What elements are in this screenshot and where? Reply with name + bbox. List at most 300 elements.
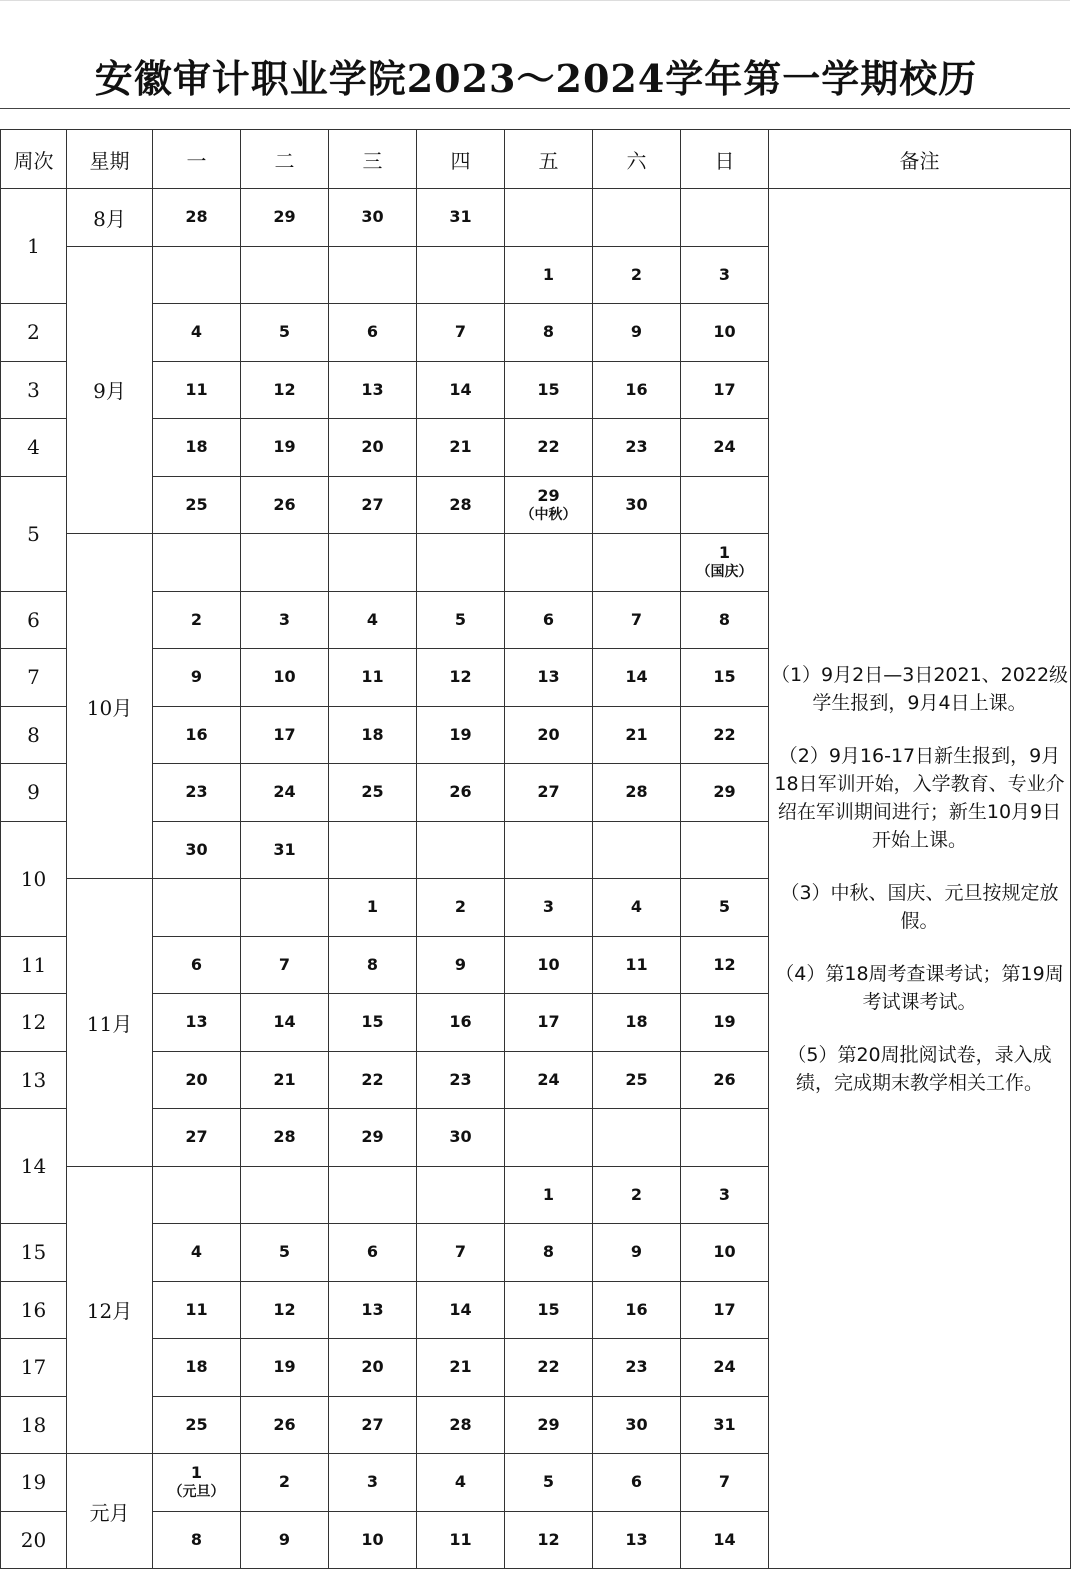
- day-number: 23: [625, 437, 648, 457]
- day-number: 23: [625, 1357, 648, 1377]
- day-number: 20: [361, 437, 384, 457]
- day-number: 20: [361, 1357, 384, 1377]
- day-cell-fri: [505, 419, 593, 477]
- notes-cell: [769, 189, 1071, 1569]
- day-number: 1: [542, 264, 555, 284]
- note-item: （5）第20周批阅试卷，录入成绩，完成期末教学相关工作。: [787, 1043, 1052, 1094]
- day-number: 10: [713, 322, 736, 342]
- day-number: 17: [713, 379, 736, 399]
- day-cell-sat: [593, 764, 681, 822]
- header-day-mon: 一: [153, 130, 241, 189]
- day-number: 19: [713, 1012, 736, 1032]
- day-number: 28: [273, 1127, 296, 1147]
- day-number: 27: [537, 782, 560, 802]
- day-number: 21: [449, 437, 472, 457]
- day-cell-wed: [329, 649, 417, 707]
- day-number: 7: [454, 1242, 467, 1262]
- day-cell-sun: [681, 1454, 769, 1512]
- day-number: 19: [273, 437, 296, 457]
- day-cell-tue: [241, 534, 329, 592]
- day-cell-mon: [153, 246, 241, 304]
- day-cell-mon: [153, 994, 241, 1052]
- day-number: 28: [185, 207, 208, 227]
- day-cell-tue: [241, 1339, 329, 1397]
- day-cell-mon: [153, 304, 241, 362]
- header-day-sat: 六: [593, 130, 681, 189]
- day-number: 15: [361, 1012, 384, 1032]
- day-cell-sat: [593, 1339, 681, 1397]
- day-cell-tue: [241, 246, 329, 304]
- day-cell-tue: [241, 1109, 329, 1167]
- day-number: 11: [361, 667, 384, 687]
- day-cell-sun: [681, 1224, 769, 1282]
- day-number: 1: [718, 543, 731, 563]
- day-cell-thu: [417, 419, 505, 477]
- day-cell-fri: [505, 936, 593, 994]
- day-number: 2: [454, 897, 467, 917]
- day-number: 20: [185, 1069, 208, 1089]
- day-number: 2: [278, 1472, 291, 1492]
- day-number: 29: [361, 1127, 384, 1147]
- day-number: 30: [625, 1414, 648, 1434]
- day-number: 1: [542, 1184, 555, 1204]
- day-cell-mon: [153, 534, 241, 592]
- day-cell-fri: [505, 361, 593, 419]
- day-cell-fri: [505, 706, 593, 764]
- day-cell-sat: [593, 189, 681, 247]
- day-number: 9: [630, 1242, 643, 1262]
- day-cell-sat: [593, 879, 681, 937]
- day-cell-thu: [417, 1454, 505, 1512]
- day-cell-fri: [505, 1224, 593, 1282]
- day-cell-mon: [153, 1511, 241, 1569]
- day-cell-sun: [681, 764, 769, 822]
- day-number: 22: [713, 724, 736, 744]
- month-label-oct: 10月: [67, 534, 153, 879]
- day-number: 17: [273, 724, 296, 744]
- month-label-sep: 9月: [67, 246, 153, 534]
- header-row: [1, 130, 1071, 189]
- day-cell-thu: [417, 246, 505, 304]
- day-number: 3: [366, 1472, 379, 1492]
- day-number: 31: [273, 839, 296, 859]
- week-number: 10: [1, 821, 67, 936]
- day-number: 13: [625, 1529, 648, 1549]
- day-cell-mon: [153, 936, 241, 994]
- day-cell-wed: [329, 534, 417, 592]
- week-number: 14: [1, 1109, 67, 1224]
- day-number: 1: [190, 1463, 203, 1483]
- day-cell-mon: [153, 1109, 241, 1167]
- day-number: 10: [273, 667, 296, 687]
- day-number: 13: [361, 1299, 384, 1319]
- day-cell-thu: [417, 706, 505, 764]
- day-number: 25: [625, 1069, 648, 1089]
- day-number: 11: [185, 1299, 208, 1319]
- day-cell-fri: [505, 1396, 593, 1454]
- day-number: 3: [718, 1184, 731, 1204]
- day-number: 8: [366, 954, 379, 974]
- day-number: 30: [449, 1127, 472, 1147]
- day-cell-wed: [329, 591, 417, 649]
- day-number: 1: [366, 897, 379, 917]
- day-cell-tue: [241, 1396, 329, 1454]
- day-number: 10: [537, 954, 560, 974]
- header-weekday: 星期: [67, 130, 153, 189]
- day-number: 18: [361, 724, 384, 744]
- day-number: 3: [542, 897, 555, 917]
- day-number: 8: [718, 609, 731, 629]
- day-number: 27: [185, 1127, 208, 1147]
- day-number: 6: [366, 1242, 379, 1262]
- day-cell-mon: [153, 419, 241, 477]
- day-number: 25: [185, 1414, 208, 1434]
- day-number: 18: [185, 1357, 208, 1377]
- day-number: 29: [537, 485, 560, 505]
- day-cell-sat: [593, 534, 681, 592]
- day-cell-tue: [241, 936, 329, 994]
- day-number: 26: [449, 782, 472, 802]
- day-cell-thu: [417, 1166, 505, 1224]
- day-number: 20: [537, 724, 560, 744]
- day-number: 18: [625, 1012, 648, 1032]
- day-number: 6: [190, 954, 203, 974]
- day-cell-wed: [329, 1396, 417, 1454]
- day-number: 4: [630, 897, 643, 917]
- day-cell-sun: [681, 1051, 769, 1109]
- note-item: （1）9月2日—3日2021、2022级学生报到，9月4日上课。: [770, 663, 1069, 714]
- day-cell-wed: [329, 764, 417, 822]
- day-cell-thu: [417, 476, 505, 534]
- day-cell-tue: [241, 361, 329, 419]
- day-cell-thu: [417, 1051, 505, 1109]
- page-title: 安徽审计职业学院2023～2024学年第一学期校历: [94, 56, 978, 101]
- day-cell-tue: [241, 764, 329, 822]
- day-cell-thu: [417, 1281, 505, 1339]
- header-day-wed: 三: [329, 130, 417, 189]
- day-cell-sun: [681, 304, 769, 362]
- day-number: 30: [625, 494, 648, 514]
- day-number: 19: [273, 1357, 296, 1377]
- day-cell-mon: [153, 591, 241, 649]
- week-number: 1: [1, 189, 67, 304]
- day-cell-sun: [681, 994, 769, 1052]
- day-cell-wed: [329, 1166, 417, 1224]
- day-cell-fri: [505, 476, 593, 534]
- day-number: 3: [718, 264, 731, 284]
- week-number: 15: [1, 1224, 67, 1282]
- day-number: 5: [542, 1472, 555, 1492]
- day-cell-sat: [593, 419, 681, 477]
- day-cell-thu: [417, 1224, 505, 1282]
- day-cell-thu: [417, 361, 505, 419]
- day-cell-wed: [329, 419, 417, 477]
- day-cell-thu: [417, 304, 505, 362]
- day-number: 27: [361, 494, 384, 514]
- day-cell-sun: [681, 1339, 769, 1397]
- day-cell-wed: [329, 246, 417, 304]
- day-cell-sat: [593, 1396, 681, 1454]
- day-cell-sat: [593, 821, 681, 879]
- day-number: 15: [713, 667, 736, 687]
- day-cell-sat: [593, 649, 681, 707]
- day-cell-wed: [329, 936, 417, 994]
- day-cell-thu: [417, 994, 505, 1052]
- day-cell-sat: [593, 1511, 681, 1569]
- day-cell-thu: [417, 534, 505, 592]
- day-cell-tue: [241, 1281, 329, 1339]
- holiday-label: （国庆）: [696, 564, 753, 581]
- day-cell-fri: [505, 1454, 593, 1512]
- day-cell-sun: [681, 1281, 769, 1339]
- day-cell-thu: [417, 189, 505, 247]
- day-number: 14: [713, 1529, 736, 1549]
- week-number: 11: [1, 936, 67, 994]
- day-cell-fri: [505, 1109, 593, 1167]
- day-cell-tue: [241, 1454, 329, 1512]
- day-cell-sun: [681, 476, 769, 534]
- day-number: 29: [273, 207, 296, 227]
- day-cell-sat: [593, 304, 681, 362]
- day-cell-fri: [505, 764, 593, 822]
- day-number: 7: [630, 609, 643, 629]
- day-number: 23: [449, 1069, 472, 1089]
- day-cell-wed: [329, 821, 417, 879]
- day-cell-sat: [593, 591, 681, 649]
- month-label-dec: 12月: [67, 1166, 153, 1454]
- day-cell-sun: [681, 591, 769, 649]
- header-day-fri: 五: [505, 130, 593, 189]
- day-number: 8: [190, 1529, 203, 1549]
- day-number: 28: [449, 1414, 472, 1434]
- day-cell-mon: [153, 1396, 241, 1454]
- day-number: 22: [537, 1357, 560, 1377]
- day-cell-sun: [681, 1166, 769, 1224]
- month-label-aug: 8月: [67, 189, 153, 247]
- day-cell-wed: [329, 1454, 417, 1512]
- day-number: 6: [366, 322, 379, 342]
- day-cell-wed: [329, 304, 417, 362]
- day-cell-fri: [505, 1051, 593, 1109]
- day-cell-thu: [417, 591, 505, 649]
- day-cell-mon: [153, 706, 241, 764]
- day-number: 17: [713, 1299, 736, 1319]
- day-cell-sun: [681, 1511, 769, 1569]
- top-border: [0, 0, 1070, 1]
- day-number: 30: [361, 207, 384, 227]
- day-cell-sat: [593, 936, 681, 994]
- day-number: 15: [537, 1299, 560, 1319]
- day-cell-sun: [681, 246, 769, 304]
- day-number: 4: [190, 322, 203, 342]
- day-number: 24: [713, 1357, 736, 1377]
- day-number: 23: [185, 782, 208, 802]
- day-cell-fri: [505, 994, 593, 1052]
- day-number: 12: [537, 1529, 560, 1549]
- day-cell-sun: [681, 361, 769, 419]
- day-number: 12: [713, 954, 736, 974]
- day-cell-tue: [241, 419, 329, 477]
- day-number: 24: [537, 1069, 560, 1089]
- day-number: 14: [273, 1012, 296, 1032]
- day-cell-sat: [593, 361, 681, 419]
- day-cell-fri: [505, 246, 593, 304]
- week-number: 20: [1, 1511, 67, 1569]
- day-number: 9: [454, 954, 467, 974]
- day-number: 12: [273, 379, 296, 399]
- day-number: 14: [449, 379, 472, 399]
- day-cell-tue: [241, 1051, 329, 1109]
- day-number: 12: [449, 667, 472, 687]
- day-number: 21: [273, 1069, 296, 1089]
- day-number: 11: [625, 954, 648, 974]
- day-cell-thu: [417, 879, 505, 937]
- day-number: 9: [630, 322, 643, 342]
- day-cell-wed: [329, 189, 417, 247]
- day-cell-wed: [329, 879, 417, 937]
- day-number: 13: [537, 667, 560, 687]
- day-number: 16: [625, 1299, 648, 1319]
- day-number: 6: [630, 1472, 643, 1492]
- day-cell-tue: [241, 821, 329, 879]
- day-number: 5: [278, 1242, 291, 1262]
- week-number: 6: [1, 591, 67, 649]
- day-cell-tue: [241, 706, 329, 764]
- holiday-label: （中秋）: [520, 506, 577, 523]
- day-number: 4: [190, 1242, 203, 1262]
- day-cell-fri: [505, 189, 593, 247]
- day-cell-mon: [153, 764, 241, 822]
- day-cell-tue: [241, 879, 329, 937]
- week-number: 13: [1, 1051, 67, 1109]
- month-label-nov: 11月: [67, 879, 153, 1167]
- day-cell-sun: [681, 1396, 769, 1454]
- day-cell-thu: [417, 764, 505, 822]
- day-number: 13: [185, 1012, 208, 1032]
- day-cell-fri: [505, 821, 593, 879]
- day-number: 26: [713, 1069, 736, 1089]
- day-cell-wed: [329, 994, 417, 1052]
- day-cell-tue: [241, 304, 329, 362]
- holiday-label: （元旦）: [168, 1484, 225, 1501]
- day-cell-mon: [153, 1339, 241, 1397]
- day-number: 21: [625, 724, 648, 744]
- day-cell-sat: [593, 1166, 681, 1224]
- day-cell-thu: [417, 821, 505, 879]
- day-number: 28: [625, 782, 648, 802]
- day-cell-tue: [241, 189, 329, 247]
- day-number: 22: [361, 1069, 384, 1089]
- day-cell-sat: [593, 994, 681, 1052]
- day-number: 6: [542, 609, 555, 629]
- day-number: 14: [449, 1299, 472, 1319]
- day-cell-thu: [417, 649, 505, 707]
- day-cell-mon: [153, 1051, 241, 1109]
- day-cell-fri: [505, 879, 593, 937]
- day-cell-mon: [153, 1281, 241, 1339]
- day-cell-wed: [329, 361, 417, 419]
- day-cell-tue: [241, 649, 329, 707]
- day-number: 7: [454, 322, 467, 342]
- day-cell-tue: [241, 1166, 329, 1224]
- calendar-table: [0, 129, 1071, 1569]
- week-number: 3: [1, 361, 67, 419]
- day-cell-fri: [505, 1166, 593, 1224]
- day-cell-mon: [153, 821, 241, 879]
- week-number: 16: [1, 1281, 67, 1339]
- day-cell-wed: [329, 1051, 417, 1109]
- day-cell-wed: [329, 1281, 417, 1339]
- day-cell-sun: [681, 419, 769, 477]
- day-cell-wed: [329, 1109, 417, 1167]
- week-number: 2: [1, 304, 67, 362]
- day-cell-thu: [417, 936, 505, 994]
- day-cell-fri: [505, 1339, 593, 1397]
- day-number: 16: [185, 724, 208, 744]
- day-cell-tue: [241, 1511, 329, 1569]
- header-week: 周次: [1, 130, 67, 189]
- day-cell-wed: [329, 1224, 417, 1282]
- day-cell-tue: [241, 994, 329, 1052]
- note-item: （3）中秋、国庆、元旦按规定放假。: [780, 881, 1059, 932]
- day-cell-sat: [593, 706, 681, 764]
- day-number: 2: [630, 1184, 643, 1204]
- day-number: 25: [185, 494, 208, 514]
- day-cell-wed: [329, 1511, 417, 1569]
- week-number: 8: [1, 706, 67, 764]
- day-cell-sun: [681, 821, 769, 879]
- day-cell-mon: [153, 1166, 241, 1224]
- week-number: 17: [1, 1339, 67, 1397]
- day-number: 7: [278, 954, 291, 974]
- day-number: 14: [625, 667, 648, 687]
- day-number: 7: [718, 1472, 731, 1492]
- day-number: 24: [273, 782, 296, 802]
- header-day-tue: 二: [241, 130, 329, 189]
- day-cell-thu: [417, 1109, 505, 1167]
- day-cell-fri: [505, 304, 593, 362]
- day-cell-sat: [593, 1051, 681, 1109]
- week-number: 12: [1, 994, 67, 1052]
- month-label-jan: 元月: [67, 1454, 153, 1569]
- day-cell-sun: [681, 879, 769, 937]
- day-cell-sun: [681, 936, 769, 994]
- day-cell-tue: [241, 476, 329, 534]
- day-cell-sun: [681, 534, 769, 592]
- week-number: 4: [1, 419, 67, 477]
- day-number: 31: [713, 1414, 736, 1434]
- day-cell-mon: [153, 189, 241, 247]
- day-number: 19: [449, 724, 472, 744]
- day-number: 22: [537, 437, 560, 457]
- day-number: 4: [366, 609, 379, 629]
- day-cell-sun: [681, 649, 769, 707]
- day-cell-thu: [417, 1396, 505, 1454]
- day-cell-wed: [329, 1339, 417, 1397]
- day-cell-mon: [153, 476, 241, 534]
- day-cell-sat: [593, 1454, 681, 1512]
- day-number: 29: [537, 1414, 560, 1434]
- day-number: 21: [449, 1357, 472, 1377]
- day-number: 30: [185, 839, 208, 859]
- day-number: 5: [278, 322, 291, 342]
- day-number: 8: [542, 1242, 555, 1262]
- day-number: 5: [718, 897, 731, 917]
- day-cell-mon: [153, 361, 241, 419]
- day-cell-wed: [329, 476, 417, 534]
- day-cell-sat: [593, 1281, 681, 1339]
- day-number: 18: [185, 437, 208, 457]
